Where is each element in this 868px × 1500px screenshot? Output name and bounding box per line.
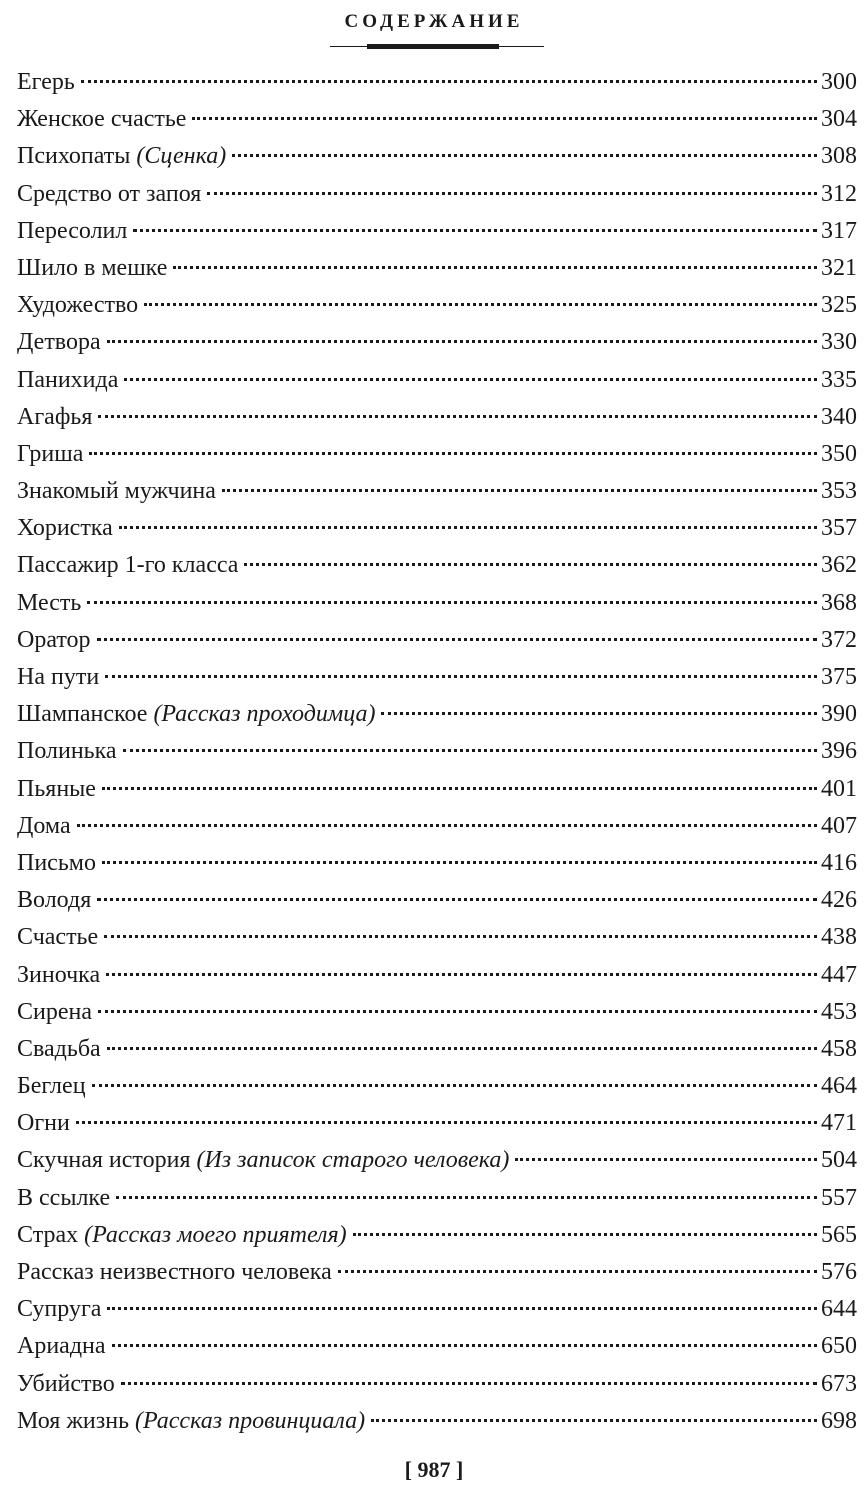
toc-entry[interactable] bbox=[17, 1142, 857, 1179]
toc-entry-title bbox=[17, 176, 201, 213]
dot-leader bbox=[105, 675, 817, 678]
dot-leader bbox=[97, 638, 817, 641]
toc-entry[interactable] bbox=[17, 1328, 857, 1365]
dot-leader bbox=[123, 749, 817, 752]
toc-entry[interactable] bbox=[17, 101, 857, 138]
toc-entry[interactable] bbox=[17, 808, 857, 845]
toc-entry-main-title: Шило в мешке bbox=[17, 254, 168, 281]
toc-entry-title bbox=[17, 882, 91, 919]
dot-leader bbox=[104, 935, 817, 938]
toc-entry-main-title: Дома bbox=[17, 812, 71, 839]
toc-entry-page-number: 698 bbox=[821, 1407, 857, 1434]
toc-entry-main-title: Пересолил bbox=[17, 217, 128, 244]
toc-entry-title bbox=[17, 919, 98, 956]
toc-entry-page-number: 407 bbox=[821, 812, 857, 839]
toc-entry-title bbox=[17, 213, 127, 250]
toc-entry-page-number: 401 bbox=[821, 775, 857, 802]
toc-entry-page-number: 362 bbox=[821, 552, 857, 579]
toc-entry-page-number: 321 bbox=[821, 254, 857, 281]
toc-entry-main-title: Ариадна bbox=[17, 1333, 106, 1360]
toc-entry-page-number: 557 bbox=[821, 1184, 857, 1211]
toc-entry-page-number: 426 bbox=[821, 887, 857, 914]
toc-entry[interactable] bbox=[17, 1068, 857, 1105]
dot-leader bbox=[107, 1047, 817, 1050]
toc-entry-title bbox=[17, 101, 186, 138]
toc-entry-page-number: 330 bbox=[821, 329, 857, 356]
toc-entry[interactable] bbox=[17, 324, 857, 361]
toc-entry-page-number: 447 bbox=[821, 961, 857, 988]
toc-entry[interactable] bbox=[17, 473, 857, 510]
toc-entry-title bbox=[17, 1254, 332, 1291]
toc-entry-main-title: Знакомый мужчина bbox=[17, 478, 216, 505]
toc-entry-main-title: Психопаты bbox=[17, 143, 131, 170]
dot-leader bbox=[76, 1121, 817, 1124]
toc-entry-main-title: Рассказ неизвестного человека bbox=[17, 1259, 332, 1285]
toc-entry-title bbox=[17, 1142, 509, 1179]
toc-entry-title bbox=[17, 324, 101, 361]
dot-leader bbox=[98, 1010, 817, 1013]
dot-leader bbox=[107, 340, 817, 343]
toc-entry-page-number: 340 bbox=[821, 403, 857, 430]
toc-entry[interactable] bbox=[17, 733, 857, 770]
toc-entry[interactable] bbox=[17, 622, 857, 659]
toc-entry-main-title: Убийство bbox=[17, 1370, 115, 1397]
toc-entry-subtitle: (Из записок старого человека) bbox=[196, 1147, 510, 1174]
toc-entry-title bbox=[17, 771, 96, 808]
toc-entry[interactable] bbox=[17, 1291, 857, 1328]
toc-entry[interactable] bbox=[17, 1254, 857, 1291]
dot-leader bbox=[77, 824, 817, 827]
dot-leader bbox=[144, 303, 817, 306]
toc-entry-page-number: 464 bbox=[821, 1073, 857, 1100]
toc-entry-title bbox=[17, 1068, 86, 1105]
toc-entry[interactable] bbox=[17, 138, 857, 175]
toc-entry[interactable] bbox=[17, 287, 857, 324]
toc-entry-page-number: 308 bbox=[821, 143, 857, 170]
page-number: [ 987 ] bbox=[404, 1457, 464, 1482]
toc-entry-main-title: Огни bbox=[17, 1110, 70, 1137]
dot-leader bbox=[112, 1344, 817, 1347]
dot-leader bbox=[207, 192, 817, 195]
toc-entry[interactable] bbox=[17, 250, 857, 287]
dot-leader bbox=[107, 1307, 817, 1310]
dot-leader bbox=[116, 1196, 817, 1199]
toc-entry[interactable] bbox=[17, 1105, 857, 1142]
toc-entry-main-title: Хористка bbox=[17, 515, 113, 542]
toc-entry-title bbox=[17, 250, 167, 287]
toc-entry-title bbox=[17, 287, 138, 324]
toc-entry[interactable] bbox=[17, 919, 857, 956]
dot-leader bbox=[381, 712, 817, 715]
toc-entry-main-title: Агафья bbox=[17, 403, 93, 430]
toc-entry[interactable] bbox=[17, 585, 857, 622]
dot-leader bbox=[232, 154, 817, 157]
dot-leader bbox=[515, 1158, 817, 1161]
toc-entry-page-number: 438 bbox=[821, 924, 857, 951]
dot-leader bbox=[89, 452, 817, 455]
dot-leader bbox=[102, 861, 817, 864]
toc-entry[interactable] bbox=[17, 1217, 857, 1254]
dot-leader bbox=[133, 229, 817, 232]
toc-entry-page-number: 304 bbox=[821, 106, 857, 133]
dot-leader bbox=[102, 787, 817, 790]
toc-entry-subtitle: (Сценка) bbox=[136, 143, 227, 170]
toc-entry-title bbox=[17, 994, 92, 1031]
toc-entry-title bbox=[17, 696, 375, 733]
toc-entry-main-title: Володя bbox=[17, 887, 92, 914]
toc-entry-page-number: 317 bbox=[821, 217, 857, 244]
dot-leader bbox=[92, 1084, 817, 1087]
toc-entry[interactable] bbox=[17, 1366, 857, 1403]
toc-entry-title bbox=[17, 1105, 70, 1142]
toc-entry-title bbox=[17, 957, 100, 994]
toc-entry[interactable] bbox=[17, 399, 857, 436]
toc-entry-subtitle: (Рассказ провинциала) bbox=[135, 1407, 366, 1434]
dot-leader bbox=[371, 1419, 817, 1422]
toc-entry-title bbox=[17, 659, 99, 696]
toc-entry[interactable] bbox=[17, 510, 857, 547]
toc-entry-main-title: Письмо bbox=[17, 849, 96, 876]
toc-entry-main-title: Сирена bbox=[17, 998, 92, 1025]
toc-entry-page-number: 357 bbox=[821, 515, 857, 542]
toc-entry-title bbox=[17, 1031, 101, 1068]
toc-entry-title bbox=[17, 362, 118, 399]
toc-entry-main-title: На пути bbox=[17, 664, 100, 690]
toc-entry-page-number: 453 bbox=[821, 998, 857, 1025]
dot-leader bbox=[98, 415, 817, 418]
toc-entry-main-title: Пьяные bbox=[17, 775, 96, 802]
toc-entry-main-title: Шампанское bbox=[17, 701, 148, 728]
toc-entry-title bbox=[17, 1180, 110, 1217]
toc-entry-page-number: 368 bbox=[821, 589, 857, 616]
toc-entry-title bbox=[17, 808, 71, 845]
toc-entry-page-number: 565 bbox=[821, 1221, 857, 1248]
toc-entry-title bbox=[17, 473, 216, 510]
toc-entry-main-title: Беглец bbox=[17, 1073, 86, 1100]
toc-entry-main-title: В ссылке bbox=[17, 1184, 111, 1211]
toc-entry-page-number: 644 bbox=[821, 1296, 857, 1323]
toc-entry-main-title: Детвора bbox=[17, 329, 101, 356]
dot-leader bbox=[106, 973, 817, 976]
toc-entry-main-title: Полинька bbox=[17, 738, 117, 765]
toc-entry-page-number: 504 bbox=[821, 1147, 857, 1174]
toc-entry-page-number: 350 bbox=[821, 440, 857, 467]
toc-entry-title bbox=[17, 510, 113, 547]
toc-entry-page-number: 375 bbox=[821, 664, 857, 690]
toc-entry[interactable] bbox=[17, 176, 857, 213]
toc-entry-main-title: Страх bbox=[17, 1221, 79, 1248]
toc-entry[interactable] bbox=[17, 994, 857, 1031]
toc-entry-title bbox=[17, 138, 226, 175]
dot-leader bbox=[97, 898, 817, 901]
toc-entry-title bbox=[17, 1328, 106, 1365]
toc-entry[interactable] bbox=[17, 696, 857, 733]
toc-entry-main-title: Гриша bbox=[17, 440, 84, 467]
toc-entry-main-title: Счастье bbox=[17, 924, 99, 951]
toc-entry-main-title: Художество bbox=[17, 292, 139, 319]
dot-leader bbox=[338, 1270, 817, 1273]
toc-entry-title bbox=[17, 1403, 365, 1440]
toc-entry-page-number: 335 bbox=[821, 366, 857, 393]
toc-entry[interactable] bbox=[17, 436, 857, 473]
toc-entry[interactable] bbox=[17, 362, 857, 399]
page-title: СОДЕРЖАНИЕ bbox=[344, 11, 524, 32]
toc-entry-title bbox=[17, 845, 96, 882]
toc-entry[interactable] bbox=[17, 957, 857, 994]
toc-entry-title bbox=[17, 64, 75, 101]
toc-entry-title bbox=[17, 399, 92, 436]
toc-entry[interactable] bbox=[17, 882, 857, 919]
toc-entry-main-title: Средство от запоя bbox=[17, 180, 202, 207]
toc-entry[interactable] bbox=[17, 213, 857, 250]
dot-leader bbox=[353, 1233, 817, 1236]
toc-entry-page-number: 353 bbox=[821, 478, 857, 505]
toc-entry-page-number: 458 bbox=[821, 1035, 857, 1062]
toc-entry-title bbox=[17, 1366, 115, 1403]
toc-entry-subtitle: (Рассказ проходимца) bbox=[153, 701, 376, 728]
table-of-contents bbox=[17, 64, 857, 1440]
toc-entry-main-title: Пассажир 1-го класса bbox=[17, 552, 239, 579]
toc-entry-page-number: 372 bbox=[821, 626, 857, 653]
toc-entry[interactable] bbox=[17, 659, 857, 696]
toc-entry-title bbox=[17, 1291, 101, 1328]
title-rule-accent bbox=[367, 44, 499, 49]
toc-entry-title bbox=[17, 622, 91, 659]
toc-entry[interactable] bbox=[17, 547, 857, 584]
toc-entry-main-title: Свадьба bbox=[17, 1035, 101, 1062]
toc-entry-main-title: Оратор bbox=[17, 626, 91, 653]
dot-leader bbox=[192, 117, 817, 120]
toc-entry[interactable] bbox=[17, 1403, 857, 1440]
toc-entry-main-title: Панихида bbox=[17, 366, 119, 393]
toc-entry-main-title: Моя жизнь bbox=[17, 1407, 130, 1434]
toc-entry-title bbox=[17, 436, 83, 473]
toc-entry-page-number: 650 bbox=[821, 1333, 857, 1360]
toc-entry-page-number: 396 bbox=[821, 738, 857, 765]
toc-entry-page-number: 471 bbox=[821, 1110, 857, 1137]
toc-entry-title bbox=[17, 733, 117, 770]
dot-leader bbox=[81, 80, 817, 83]
dot-leader bbox=[124, 378, 817, 381]
dot-leader bbox=[244, 563, 817, 566]
toc-entry[interactable] bbox=[17, 1031, 857, 1068]
toc-entry[interactable] bbox=[17, 845, 857, 882]
toc-entry[interactable] bbox=[17, 771, 857, 808]
toc-entry[interactable] bbox=[17, 64, 857, 101]
toc-entry-page-number: 312 bbox=[821, 180, 857, 207]
toc-entry-page-number: 325 bbox=[821, 292, 857, 319]
toc-entry-page-number: 390 bbox=[821, 701, 857, 728]
toc-entry-main-title: Месть bbox=[17, 589, 82, 616]
toc-entry-main-title: Скучная история bbox=[17, 1147, 191, 1174]
dot-leader bbox=[119, 526, 817, 529]
toc-entry[interactable] bbox=[17, 1180, 857, 1217]
dot-leader bbox=[121, 1382, 817, 1385]
toc-entry-page-number: 673 bbox=[821, 1370, 857, 1397]
toc-entry-page-number: 416 bbox=[821, 849, 857, 876]
toc-entry-subtitle: (Рассказ моего приятеля) bbox=[84, 1221, 347, 1248]
toc-entry-page-number: 300 bbox=[821, 69, 857, 95]
toc-entry-title bbox=[17, 585, 81, 622]
toc-entry-main-title: Зиночка bbox=[17, 961, 101, 988]
toc-entry-main-title: Женское счастье bbox=[17, 106, 187, 133]
dot-leader bbox=[222, 489, 817, 492]
dot-leader bbox=[173, 266, 817, 269]
toc-entry-page-number: 576 bbox=[821, 1259, 857, 1285]
toc-entry-title bbox=[17, 1217, 347, 1254]
dot-leader bbox=[87, 601, 817, 604]
toc-entry-title bbox=[17, 547, 238, 584]
toc-entry-main-title: Егерь bbox=[17, 69, 75, 95]
toc-entry-main-title: Супруга bbox=[17, 1296, 102, 1323]
